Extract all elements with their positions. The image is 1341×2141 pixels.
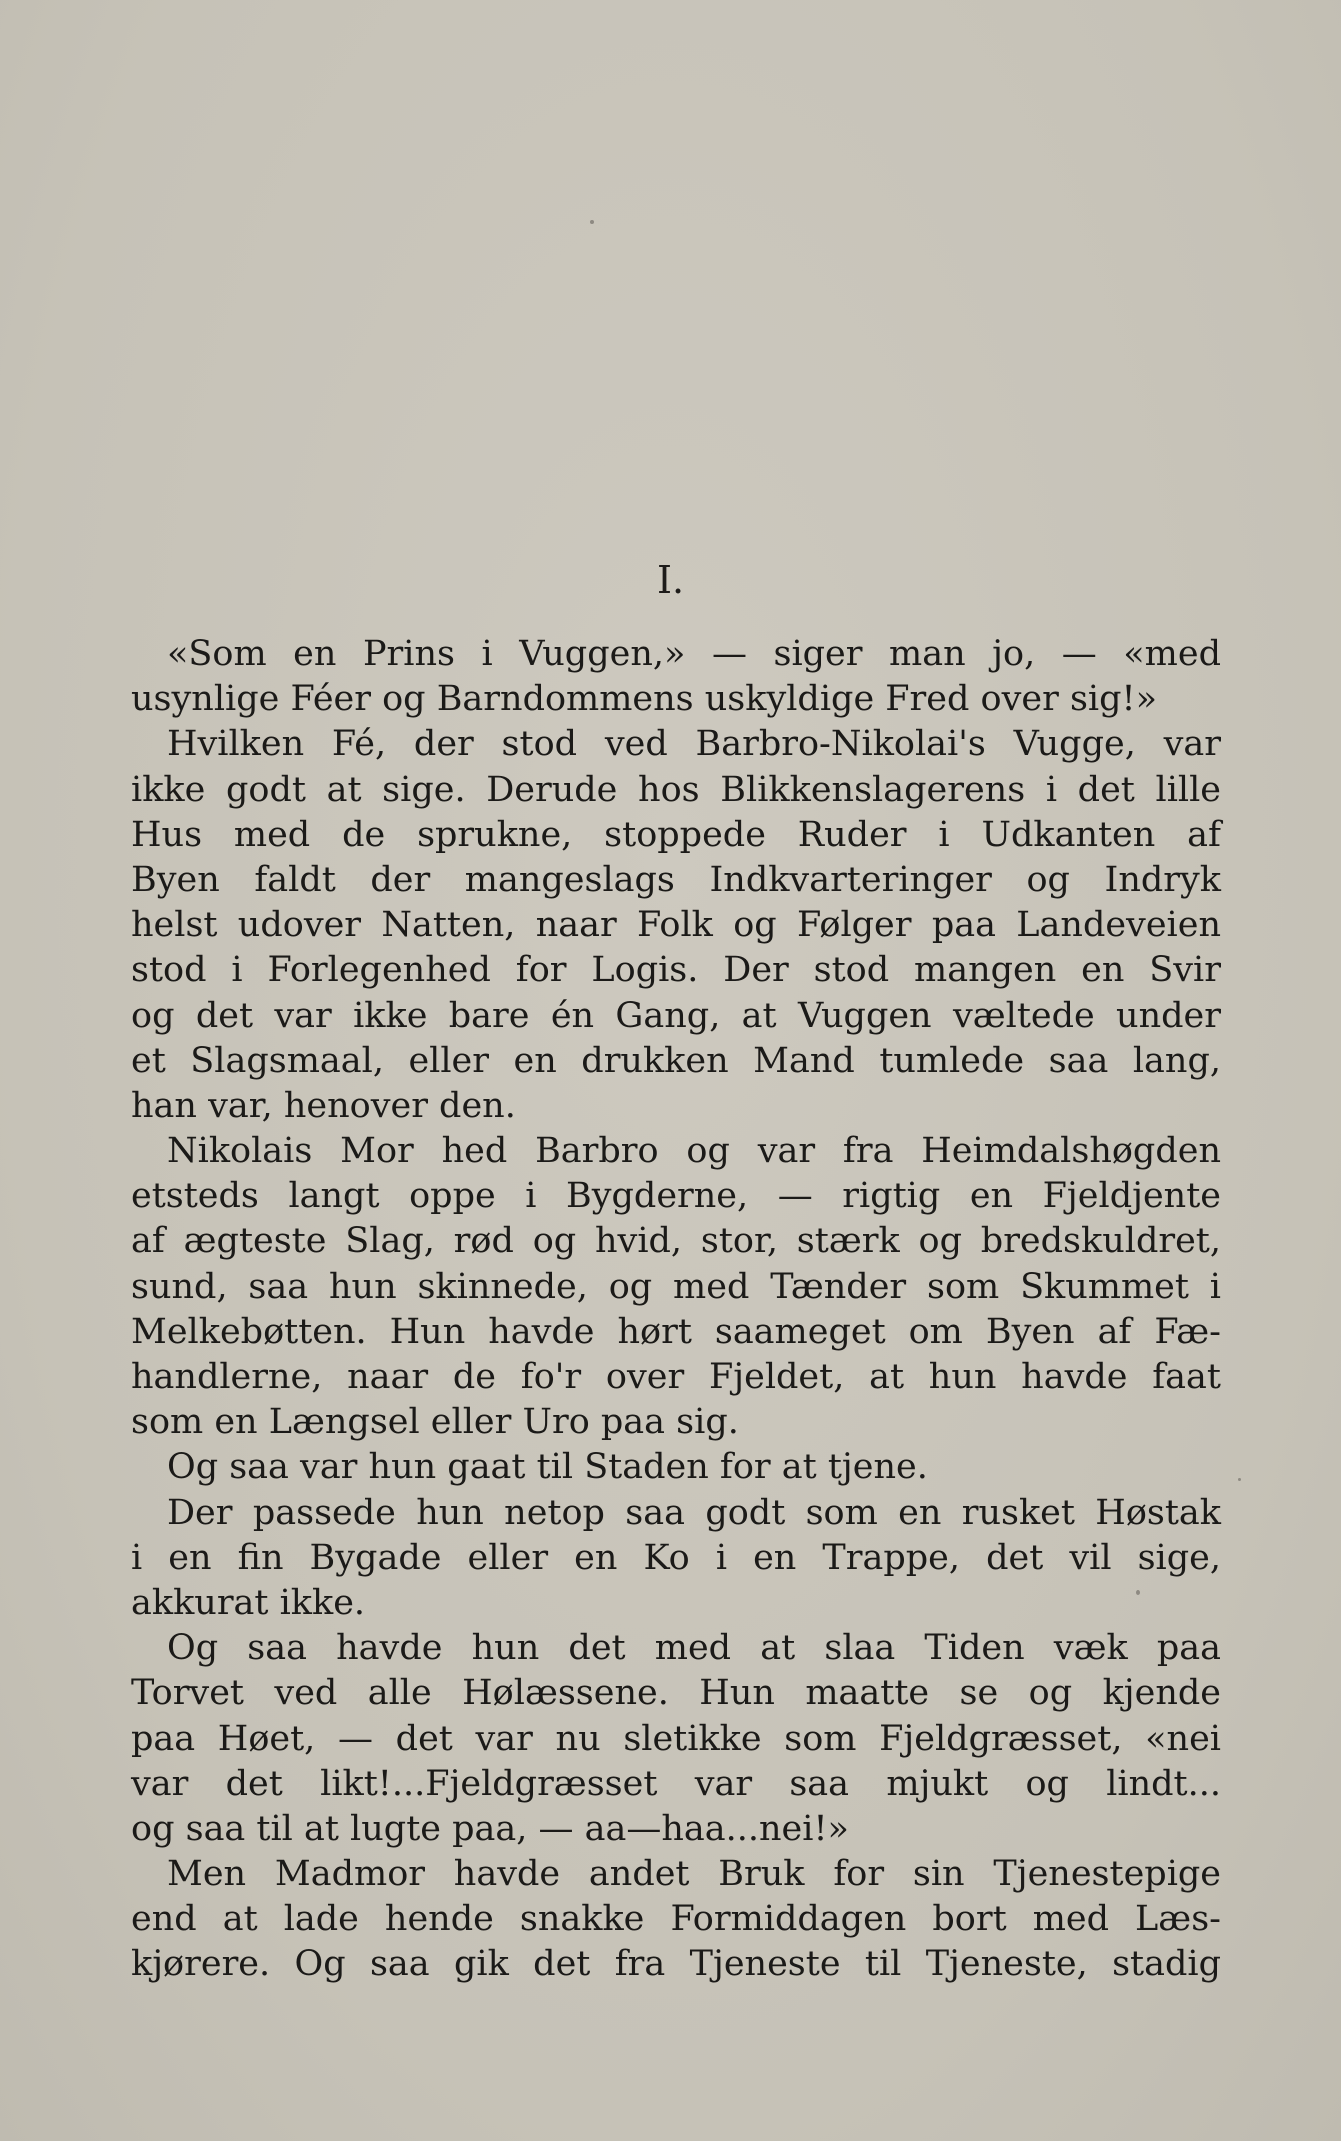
text-line: helst udover Natten, naar Folk og Følger paa Landeveien: [131, 905, 1221, 946]
text-line: Og saa havde hun det med at slaa Tiden væk paa: [167, 1628, 1221, 1669]
text-line: Nikolais Mor hed Barbro og var fra Heimdalshøgden: [167, 1131, 1221, 1172]
text-line: et Slagsmaal, eller en drukken Mand tumlede saa lang,: [131, 1040, 1221, 1081]
text-line: akkurat ikke.: [131, 1582, 366, 1623]
paragraph: [131, 722, 1221, 1129]
text-line: end at lade hende snakke Formiddagen bort med Læs-: [131, 1899, 1221, 1940]
text-line: Hvilken Fé, der stod ved Barbro-Nikolai's Vugge, var: [167, 724, 1221, 765]
text-line: kjørere. Og saa gik det fra Tjeneste til Tjeneste, stadig: [131, 1944, 1221, 1985]
text-line: Melkebøtten. Hun havde hørt saameget om Byen af Fæ-: [131, 1311, 1221, 1352]
chapter-heading: I.: [656, 558, 685, 602]
text-line: Hus med de sprukne, stoppede Ruder i Udkanten af: [131, 814, 1221, 855]
body-text: [131, 632, 1221, 1988]
text-line: i en fin Bygade eller en Ko i en Trappe, det vil sige,: [131, 1537, 1221, 1578]
text-line: var det likt!...Fjeldgræsset var saa mjukt og lindt...: [131, 1763, 1221, 1804]
text-line: usynlige Féer og Barndommens uskyldige Fred over sig!»: [131, 679, 1157, 720]
paper-speck: [1238, 1478, 1241, 1481]
paragraph: [131, 1445, 1221, 1490]
paragraph: [131, 1129, 1221, 1445]
paragraph: [131, 1491, 1221, 1627]
paragraph: [131, 632, 1221, 722]
paper-speck: [590, 220, 594, 224]
text-line: og det var ikke bare én Gang, at Vuggen væltede under: [131, 995, 1221, 1036]
text-line: sund, saa hun skinnede, og med Tænder som Skummet i: [131, 1266, 1221, 1307]
text-line: ikke godt at sige. Derude hos Blikkenslagerens i det lille: [131, 769, 1221, 810]
text-line: stod i Forlegenhed for Logis. Der stod mangen en Svir: [131, 950, 1221, 991]
text-line: Og saa var hun gaat til Staden for at tjene.: [167, 1447, 928, 1488]
paragraph: [131, 1852, 1221, 1988]
text-line: af ægteste Slag, rød og hvid, stor, stærk og bredskuldret,: [131, 1221, 1221, 1262]
text-line: han var, henover den.: [131, 1085, 516, 1126]
paragraph: [131, 1626, 1221, 1852]
text-line: Men Madmor havde andet Bruk for sin Tjenestepige: [167, 1854, 1221, 1895]
text-line: Torvet ved alle Hølæssene. Hun maatte se og kjende: [131, 1673, 1221, 1714]
text-line: som en Længsel eller Uro paa sig.: [131, 1402, 739, 1443]
text-line: og saa til at lugte paa, — aa—haa...nei!»: [131, 1808, 849, 1849]
text-line: «Som en Prins i Vuggen,» — siger man jo, — «med: [167, 634, 1221, 674]
text-line: etsteds langt oppe i Bygderne, — rigtig en Fjeldjente: [131, 1176, 1221, 1217]
text-line: handlerne, naar de fo'r over Fjeldet, at hun havde faat: [131, 1357, 1221, 1397]
text-line: Byen faldt der mangeslags Indkvarteringer og Indryk: [131, 859, 1221, 900]
text-line: Der passede hun netop saa godt som en rusket Høstak: [167, 1492, 1221, 1533]
text-line: paa Høet, — det var nu sletikke som Fjeldgræsset, «nei: [131, 1718, 1221, 1759]
